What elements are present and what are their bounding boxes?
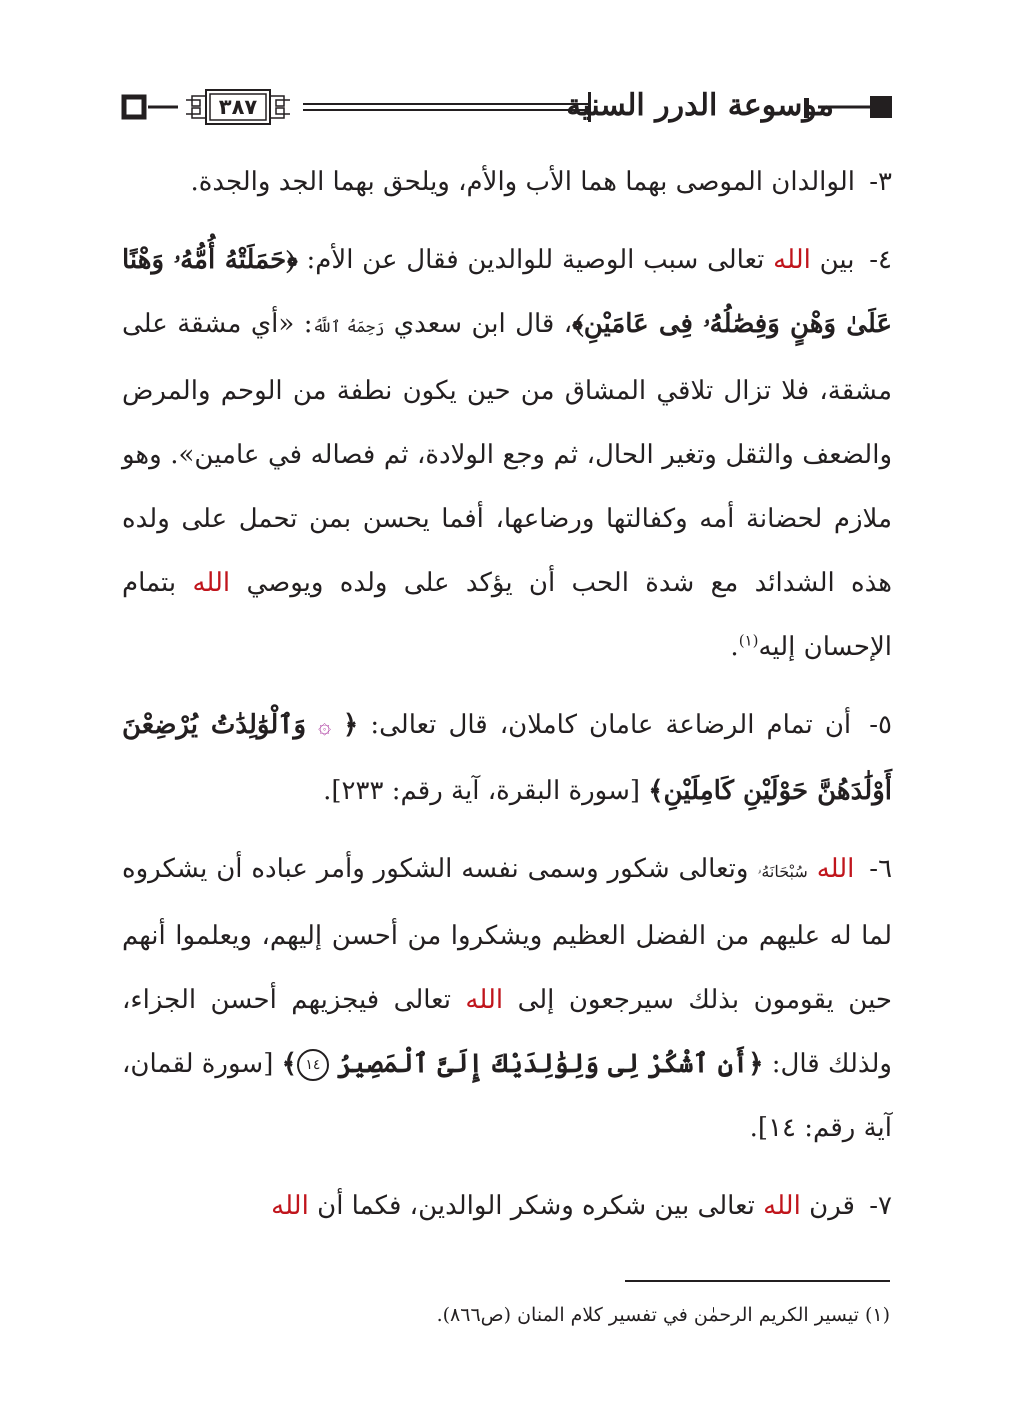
item-text: قرن (809, 1191, 855, 1221)
item-text: بتمام الإحسان إليه (122, 568, 892, 662)
divine-name: الله (465, 985, 504, 1015)
footnote-divider (625, 1280, 890, 1282)
item-text: تعالى فيجزيهم أحسن الجزاء، ولذلك قال: (122, 985, 892, 1079)
footnote-ref[interactable]: (١) (738, 631, 759, 650)
divine-name: الله (192, 568, 231, 598)
list-item (122, 228, 892, 679)
item-text: وتعالى شكور وسمى نفسه الشكور وأمر عباده أن يشكروه لما له عليهم من الفضل العظيم ويشكروا من أحسن إليهم، ويعلموا أنهم حين يقومون بذلك سيرجعون إلى (122, 854, 892, 1015)
book-title: موسوعة الدرر السنية (566, 88, 834, 123)
quran-verse: ﴿حَمَلَتْهُ أُمُّهُۥ وَهْنًا عَلَىٰ وَهْنٍ وَفِصَٰلُهُۥ فِى عَامَيْنِ﴾ (122, 245, 892, 339)
page-number: ٣٨٧ (218, 95, 258, 119)
page-header (118, 82, 892, 130)
item-number: ٦- (869, 854, 893, 884)
footnote: (١) تيسير الكريم الرحمٰن في تفسير كلام المنان (ص٨٦٦). (436, 1304, 890, 1326)
hizb-ornament-icon: ۞ (318, 714, 331, 739)
item-number: ٤- (869, 245, 893, 275)
item-text: تعالى بين شكره وشكر الوالدين، فكما أن (317, 1191, 755, 1221)
divine-name: الله (763, 1191, 801, 1221)
item-text: أن تمام الرضاعة عامان كاملان، قال تعالى: (370, 710, 852, 740)
item-number: ٧- (869, 1191, 892, 1221)
divine-name: الله (773, 245, 811, 275)
item-text: الوالدان الموصى بهما هما الأب والأم، ويلحق بهما الجد والجدة. (190, 167, 855, 197)
list-item (122, 837, 892, 1160)
verse-reference: [سورة البقرة، آية رقم: ٢٣٣]. (323, 776, 640, 806)
item-text: تعالى سبب الوصية للوالدين فقال عن الأم: (306, 245, 765, 275)
quran-bracket: ﴾ (281, 1049, 297, 1079)
verse-number-icon: ١٤ (297, 1049, 329, 1081)
item-text: : «أي مشقة على مشقة، فلا تزال تلاقي المشاق من حين يكون نطفة من الوحم والمرض والضعف والثقل وتغير الحال، ثم وجع الولادة، ثم فصاله في عامين». وهو ملازم لحضانة أمه وكفالتها ورضاعها، أفما يحسن بمن تحمل على ولده هذه الشدائد مع شدة الحب أن يؤكد على ولده ويوصي (122, 309, 893, 598)
quran-verse: ﴿أَنِ ٱشْكُرْ لِى وَلِوَٰلِدَيْكَ إِلَىَّ ٱلْمَصِيرُ (337, 1049, 764, 1079)
main-text (122, 150, 892, 1252)
item-number: ٣- (869, 167, 892, 197)
list-item (122, 693, 892, 823)
item-number: ٥- (869, 710, 892, 740)
verse-reference: [سورة لقمان، آية رقم: ١٤]. (122, 1049, 892, 1143)
item-text: ، قال ابن سعدي (393, 309, 573, 339)
item-text: . (730, 632, 739, 662)
divine-name: الله (816, 854, 855, 884)
list-item (122, 150, 892, 214)
quran-verse: وَٱلْوَٰلِدَٰتُ يُرْضِعْنَ أَوْلَٰدَهُنَّ حَوْلَيْنِ كَامِلَيْنِ﴾ (122, 710, 892, 806)
divine-name: الله (271, 1191, 309, 1221)
item-text: بين (819, 245, 855, 275)
honorific: رَحِمَهُ ٱللَّهُ (312, 317, 385, 336)
list-item (122, 1174, 892, 1238)
honorific: سُبْحَانَهُۥ (757, 862, 808, 881)
quran-bracket: ﴿ (343, 710, 359, 740)
